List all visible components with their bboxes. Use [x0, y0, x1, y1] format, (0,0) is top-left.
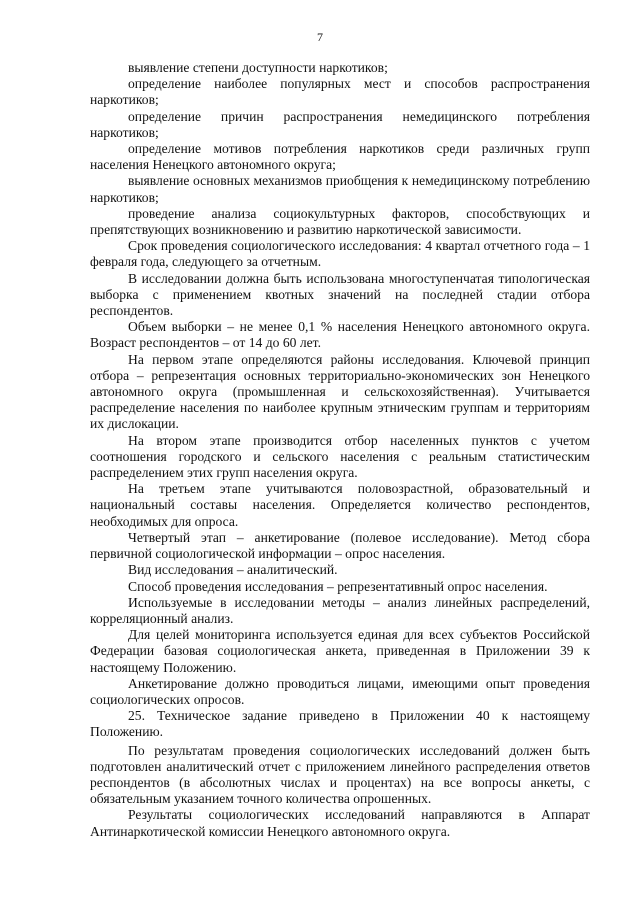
paragraph: Анкетирование должно проводиться лицами, имеющими опыт проведения социологических опросов. — [90, 675, 590, 707]
paragraph: определение причин распространения немедицинского потребления наркотиков; — [90, 108, 590, 140]
paragraph: Результаты социологических исследований направляются в Аппарат Антинаркотической комиссии Ненецкого автономного округа. — [90, 807, 590, 839]
page-number: 7 — [317, 30, 323, 44]
paragraph: Объем выборки – не менее 0,1 % населения Ненецкого автономного округа. Возраст респондентов – от 14 до 60 лет. — [90, 319, 590, 351]
paragraph: На первом этапе определяются районы исследования. Ключевой принцип отбора – репрезентация основных территориально-экономических зон Ненецкого автономного округа (промышленная и сельскохозяйственная). Учитывается распределение населения по наиболее крупным этническим группам и территориям их дислокации. — [90, 351, 590, 432]
paragraph: Используемые в исследовании методы – анализ линейных распределений, корреляционный анализ. — [90, 594, 590, 626]
paragraph: определение мотивов потребления наркотиков среди различных групп населения Ненецкого автономного округа; — [90, 141, 590, 173]
paragraph: На третьем этапе учитываются половозрастной, образовательный и национальный составы населения. Определяется количество респондентов, необходимых для опроса. — [90, 481, 590, 529]
paragraph: выявление основных механизмов приобщения к немедицинскому потреблению наркотиков; — [90, 173, 590, 205]
paragraph: Способ проведения исследования – репрезентативный опрос населения. — [128, 578, 548, 594]
body-text — [90, 60, 590, 840]
paragraph: выявление степени доступности наркотиков; — [128, 60, 388, 75]
paragraph: 25. Техническое задание приведено в Приложении 40 к настоящему Положению. — [90, 708, 590, 740]
paragraph: Вид исследования – аналитический. — [128, 562, 338, 578]
paragraph: Для целей мониторинга используется единая для всех субъектов Российской Федерации базовая социологическая анкета, приведенная в Приложении 39 к настоящему Положению. — [90, 627, 590, 675]
paragraph: На втором этапе производится отбор населенных пунктов с учетом соотношения городского и сельского населения с реальным статистическим распределением этих групп населения округа. — [90, 432, 590, 481]
paragraph: В исследовании должна быть использована многоступенчатая типологическая выборка с применением квотных значений на последней стадии отбора респондентов. — [90, 270, 590, 319]
paragraph: Четвертый этап – анкетирование (полевое исследование). Метод сбора первичной социологической информации – опрос населения. — [90, 529, 590, 562]
paragraph: проведение анализа социокультурных факторов, способствующих и препятствующих возникновению и развитию наркотической зависимости. — [90, 205, 590, 238]
paragraph: Срок проведения социологического исследования: 4 квартал отчетного года – 1 февраля года, следующего за отчетным. — [90, 238, 590, 270]
paragraph: По результатам проведения социологических исследований должен быть подготовлен аналитический отчет с приложением линейного распределения ответов респондентов (в абсолютных числах и процентах) на все вопросы анкеты, с обязательным указанием точного количества опрошенных. — [90, 742, 590, 807]
paragraph: определение наиболее популярных мест и способов распространения наркотиков; — [90, 76, 590, 108]
